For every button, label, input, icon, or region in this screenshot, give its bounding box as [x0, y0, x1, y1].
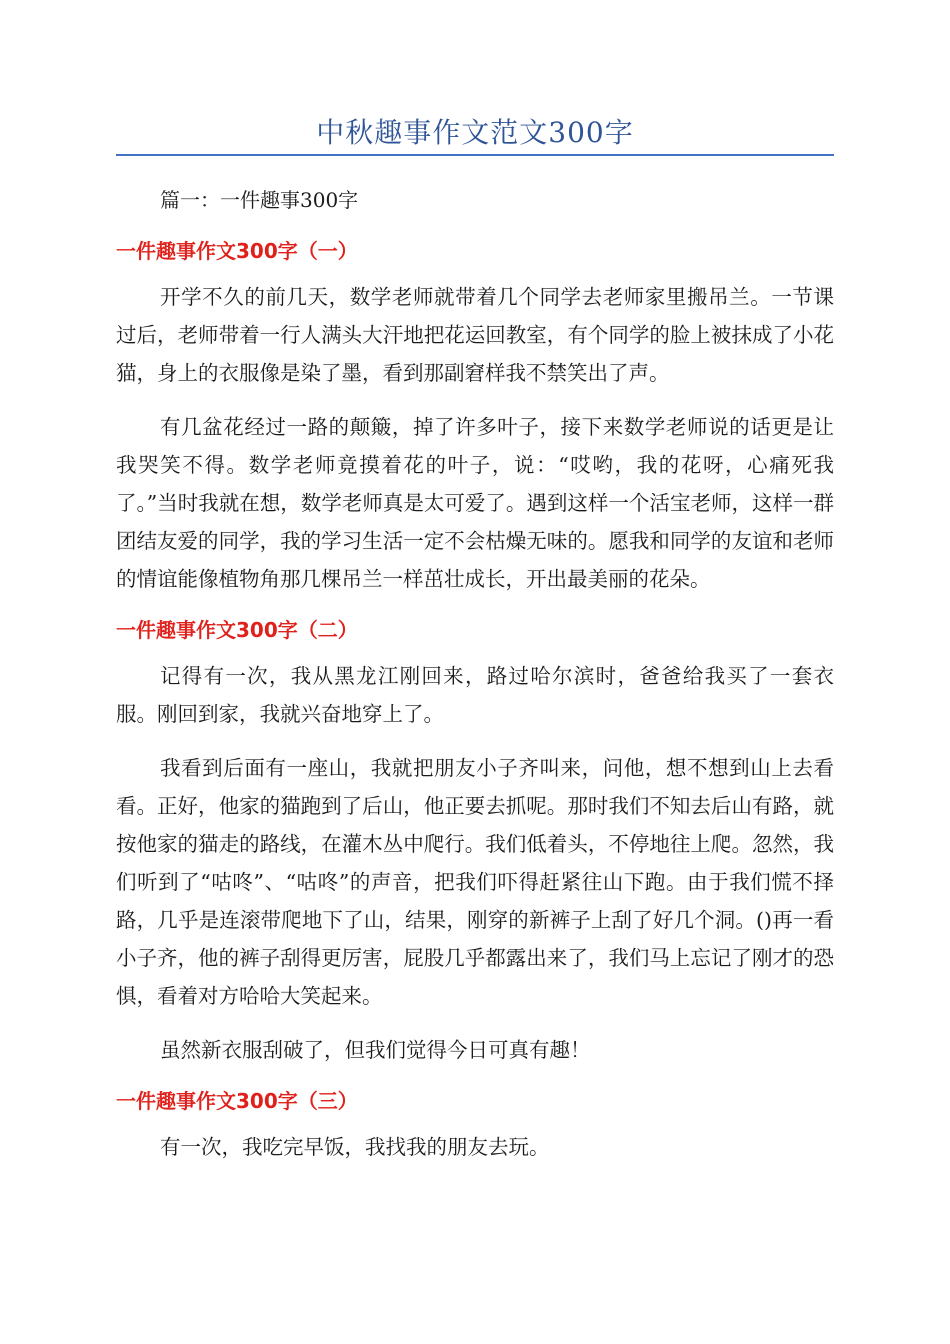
paragraph: 我看到后面有一座山，我就把朋友小子齐叫来，问他，想不想到山上去看看。正好，他家的猫跑到了后山，他正要去抓呢。那时我们不知去后山有路，就按他家的猫走的路线，在灌木丛中爬行。我们低着头，不停地往上爬。忽然，我们听到了“咕咚”、“咕咚”的声音，把我们吓得赶紧往山下跑。由于我们慌不择路，几乎是连滚带爬地下了山，结果，刚穿的新裤子上刮了好几个洞。()再一看小子齐，他的裤子刮得更厉害，屁股几乎都露出来了，我们马上忘记了刚才的恐惧，看着对方哈哈大笑起来。	[116, 756, 834, 1008]
document-page	[116, 0, 834, 1166]
section-heading-1: 一件趣事作文300字（一）	[116, 239, 358, 263]
paragraph: 虽然新衣服刮破了，但我们觉得今日可真有趣！	[160, 1038, 591, 1062]
paragraph: 有几盆花经过一路的颠簸，掉了许多叶子，接下来数学老师说的话更是让我哭笑不得。数学老师竟摸着花的叶子，说：“哎哟，我的花呀，心痛死我了。”当时我就在想，数学老师真是太可爱了。遇到这样一个活宝老师，这样一群团结友爱的同学，我的学习生活一定不会枯燥无味的。愿我和同学的友谊和老师的情谊能像植物角那几棵吊兰一样茁壮成长，开出最美丽的花朵。	[116, 415, 834, 591]
section-heading-2: 一件趣事作文300字（二）	[116, 618, 358, 642]
page-title: 中秋趣事作文范文300字	[316, 116, 634, 149]
paragraph: 有一次，我吃完早饭，我找我的朋友去玩。	[160, 1135, 550, 1159]
paragraph: 开学不久的前几天，数学老师就带着几个同学去老师家里搬吊兰。一节课过后，老师带着一行人满头大汗地把花运回教室，有个同学的脸上被抹成了小花猫，身上的衣服像是染了墨，看到那副窘样我不禁笑出了声。	[116, 285, 834, 385]
section-heading-3: 一件趣事作文300字（三）	[116, 1089, 358, 1113]
paragraph: 记得有一次，我从黑龙江刚回来，路过哈尔滨时，爸爸给我买了一套衣服。刚回到家，我就兴奋地穿上了。	[116, 664, 834, 726]
title-underline	[116, 154, 834, 156]
article-subtitle: 篇一：一件趣事300字	[160, 188, 359, 212]
